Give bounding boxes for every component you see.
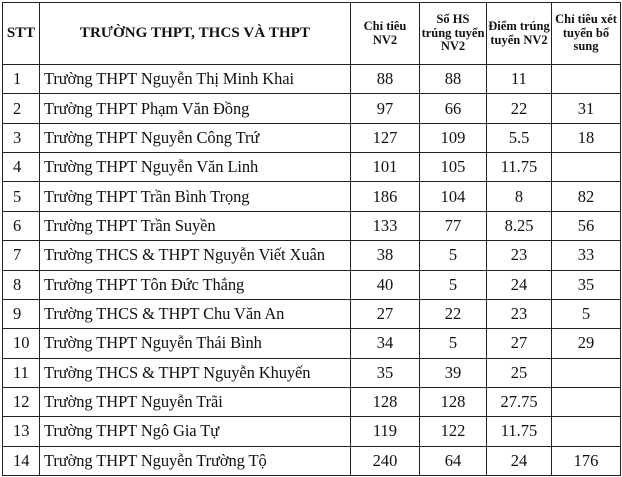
table-row [3,387,621,416]
header-row [3,3,621,65]
row-extra: 176 [552,446,621,475]
table-row [3,358,621,387]
row-extra: 18 [552,123,621,152]
row-quota: 119 [351,417,420,446]
row-admitted: 122 [420,417,487,446]
row-stt: 6 [3,211,40,240]
table-row [3,65,621,94]
row-quota: 35 [351,358,420,387]
row-admitted: 5 [420,241,487,270]
row-stt: 11 [3,358,40,387]
row-school: Trường THCS & THPT Nguyễn Viết Xuân [40,241,351,270]
row-stt: 13 [3,417,40,446]
table-body [3,65,621,476]
row-quota: 101 [351,153,420,182]
row-score: 11.75 [487,153,552,182]
row-admitted: 5 [420,270,487,299]
row-score: 11 [487,65,552,94]
row-school: Trường THPT Nguyễn Văn Linh [40,153,351,182]
row-stt: 7 [3,241,40,270]
row-extra: 82 [552,182,621,211]
row-extra [552,417,621,446]
row-quota: 34 [351,329,420,358]
row-quota: 133 [351,211,420,240]
header-extra-quota: Chỉ tiêu xét tuyển bổ sung [552,3,621,65]
row-score: 8 [487,182,552,211]
row-school: Trường THPT Phạm Văn Đồng [40,94,351,123]
row-admitted: 77 [420,211,487,240]
row-stt: 5 [3,182,40,211]
table-row [3,329,621,358]
row-admitted: 88 [420,65,487,94]
row-admitted: 22 [420,299,487,328]
row-score: 5.5 [487,123,552,152]
table-row [3,270,621,299]
row-score: 27 [487,329,552,358]
row-school: Trường THPT Trần Suyền [40,211,351,240]
row-quota: 240 [351,446,420,475]
row-extra [552,153,621,182]
row-score: 24 [487,270,552,299]
row-stt: 4 [3,153,40,182]
row-quota: 128 [351,387,420,416]
table-row [3,94,621,123]
row-score: 24 [487,446,552,475]
table-row [3,241,621,270]
row-quota: 97 [351,94,420,123]
table-row [3,153,621,182]
row-stt: 14 [3,446,40,475]
table-row [3,446,621,475]
row-extra [552,387,621,416]
header-admitted-nv2: Số HS trúng tuyển NV2 [420,3,487,65]
row-school: Trường THPT Tôn Đức Thắng [40,270,351,299]
row-school: Trường THPT Nguyễn Trường Tộ [40,446,351,475]
header-stt: STT [3,3,40,65]
row-admitted: 109 [420,123,487,152]
row-stt: 2 [3,94,40,123]
row-stt: 12 [3,387,40,416]
row-stt: 1 [3,65,40,94]
row-quota: 27 [351,299,420,328]
table-row [3,123,621,152]
row-quota: 40 [351,270,420,299]
table-row [3,182,621,211]
row-score: 25 [487,358,552,387]
row-extra: 29 [552,329,621,358]
header-quota-nv2: Chỉ tiêu NV2 [351,3,420,65]
header-school: TRƯỜNG THPT, THCS VÀ THPT [40,3,351,65]
row-school: Trường THPT Nguyễn Thái Bình [40,329,351,358]
row-school: Trường THCS & THPT Chu Văn An [40,299,351,328]
row-extra [552,358,621,387]
row-school: Trường THPT Nguyễn Thị Minh Khai [40,65,351,94]
table-row [3,417,621,446]
row-extra: 5 [552,299,621,328]
row-admitted: 104 [420,182,487,211]
row-quota: 88 [351,65,420,94]
row-admitted: 66 [420,94,487,123]
row-school: Trường THPT Trần Bình Trọng [40,182,351,211]
row-admitted: 105 [420,153,487,182]
row-quota: 186 [351,182,420,211]
row-score: 23 [487,299,552,328]
row-school: Trường THPT Ngô Gia Tự [40,417,351,446]
row-stt: 8 [3,270,40,299]
row-extra: 33 [552,241,621,270]
row-score: 23 [487,241,552,270]
row-extra: 31 [552,94,621,123]
row-school: Trường THPT Nguyễn Công Trứ [40,123,351,152]
row-stt: 9 [3,299,40,328]
row-admitted: 5 [420,329,487,358]
row-admitted: 128 [420,387,487,416]
row-stt: 3 [3,123,40,152]
admission-table [2,2,621,476]
row-admitted: 64 [420,446,487,475]
row-quota: 127 [351,123,420,152]
row-score: 8.25 [487,211,552,240]
row-extra: 35 [552,270,621,299]
row-extra [552,65,621,94]
row-school: Trường THPT Nguyễn Trãi [40,387,351,416]
row-stt: 10 [3,329,40,358]
table-row [3,211,621,240]
row-quota: 38 [351,241,420,270]
row-score: 27.75 [487,387,552,416]
row-score: 22 [487,94,552,123]
row-extra: 56 [552,211,621,240]
row-score: 11.75 [487,417,552,446]
header-score-nv2: Điểm trúng tuyển NV2 [487,3,552,65]
row-admitted: 39 [420,358,487,387]
row-school: Trường THCS & THPT Nguyễn Khuyến [40,358,351,387]
table-row [3,299,621,328]
